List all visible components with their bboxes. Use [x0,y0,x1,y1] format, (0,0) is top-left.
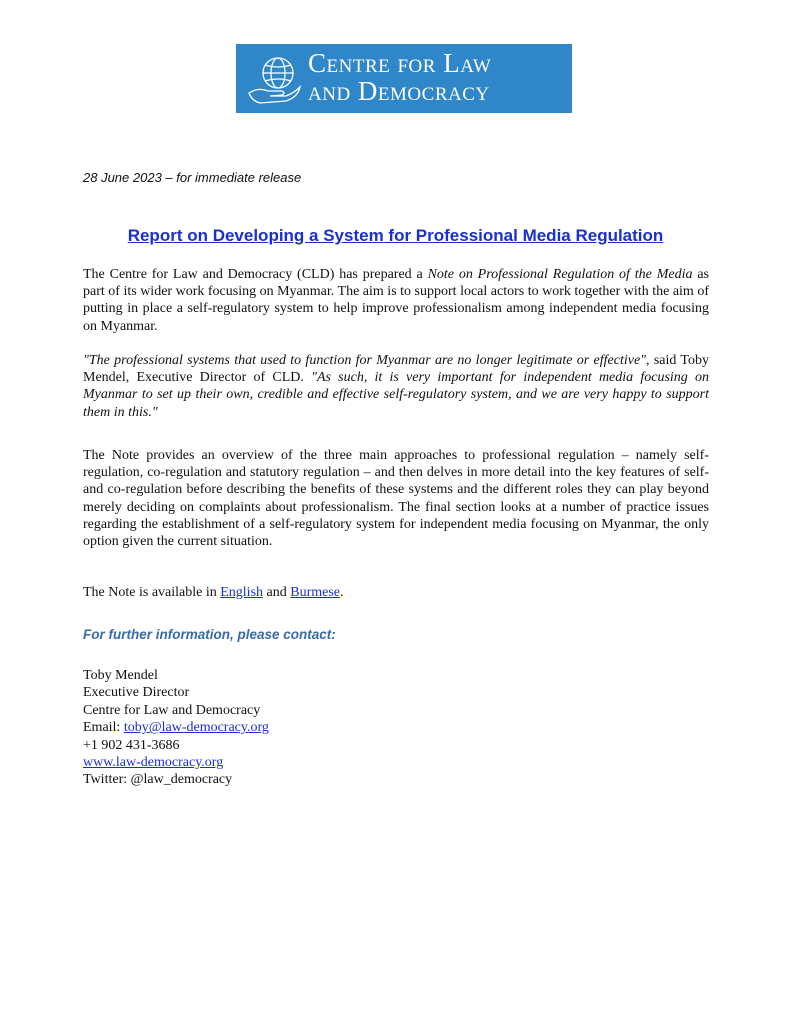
release-date: 28 June 2023 – for immediate release [83,170,302,185]
contact-heading: For further information, please contact: [83,627,336,642]
burmese-link[interactable]: Burmese [290,585,340,600]
contact-role: Executive Director [83,685,190,701]
logo-letter: D [357,75,378,106]
text: and [263,585,291,600]
website-link[interactable]: www.law-democracy.org [83,755,224,771]
overview-paragraph: The Note provides an overview of the three main approaches to professional regulation – namely self-regulation, co-regulation and statutory regulation – and then delves in more detail into the key features of self- and co-regulation before describing the benefits of these systems and the different roles they can play beyond merely deciding on complaints about professionalism. The final section looks at a number of practice issues regarding the establishment of a self-regulatory system for independent media focusing on Myanmar, the only option given the current situation. [83,448,709,550]
logo-text: EMOCRACY [377,83,490,105]
text: as part of its wider work focusing on Myanmar. The aim is to support local actors to work together with the aim of putting in place a self-regulatory system to help improve professionalism among independent media focusing on Myanmar. [83,267,709,334]
contact-block [83,667,269,789]
logo-text: AND [308,83,351,105]
page-title[interactable]: Report on Developing a System for Professional Media Regulation [127,226,664,245]
logo-letter: L [443,47,461,78]
availability-paragraph [83,584,709,601]
globe-in-hand-icon [246,51,304,107]
contact-name: Toby Mendel [83,668,158,683]
text: . [340,585,344,600]
text: , said Toby Mendel, Executive Director of CLD. [83,353,709,386]
text: The Note is available in [83,585,221,600]
quote-paragraph [83,352,709,421]
email-label: Email: [83,720,124,736]
contact-phone: +1 902 431-3686 [83,737,180,753]
contact-email-line [83,719,269,736]
email-link[interactable]: toby@law-democracy.org [123,720,269,736]
quote: "As such, it is very important for independent media focusing on Myanmar to set up their own, credible and effective self-regulatory system, and we are very happy to support them in this." [83,370,710,420]
quote: "The professional systems that used to function for Myanmar are no longer legitimate or effective" [83,353,647,368]
note-title: Note on Professional Regulation of the Media [427,267,693,282]
logo-text: ENTRE [326,55,391,77]
contact-org: Centre for Law and Democracy [83,702,261,718]
contact-twitter: Twitter: @law_democracy [83,772,233,788]
text: The Centre for Law and Democracy (CLD) has prepared a [83,267,428,282]
cld-logo [236,44,572,113]
english-link[interactable]: English [220,585,264,600]
logo-letter: C [308,47,327,78]
logo-text: AW [460,55,492,77]
intro-paragraph [83,266,709,335]
logo-text: FOR [397,55,436,77]
